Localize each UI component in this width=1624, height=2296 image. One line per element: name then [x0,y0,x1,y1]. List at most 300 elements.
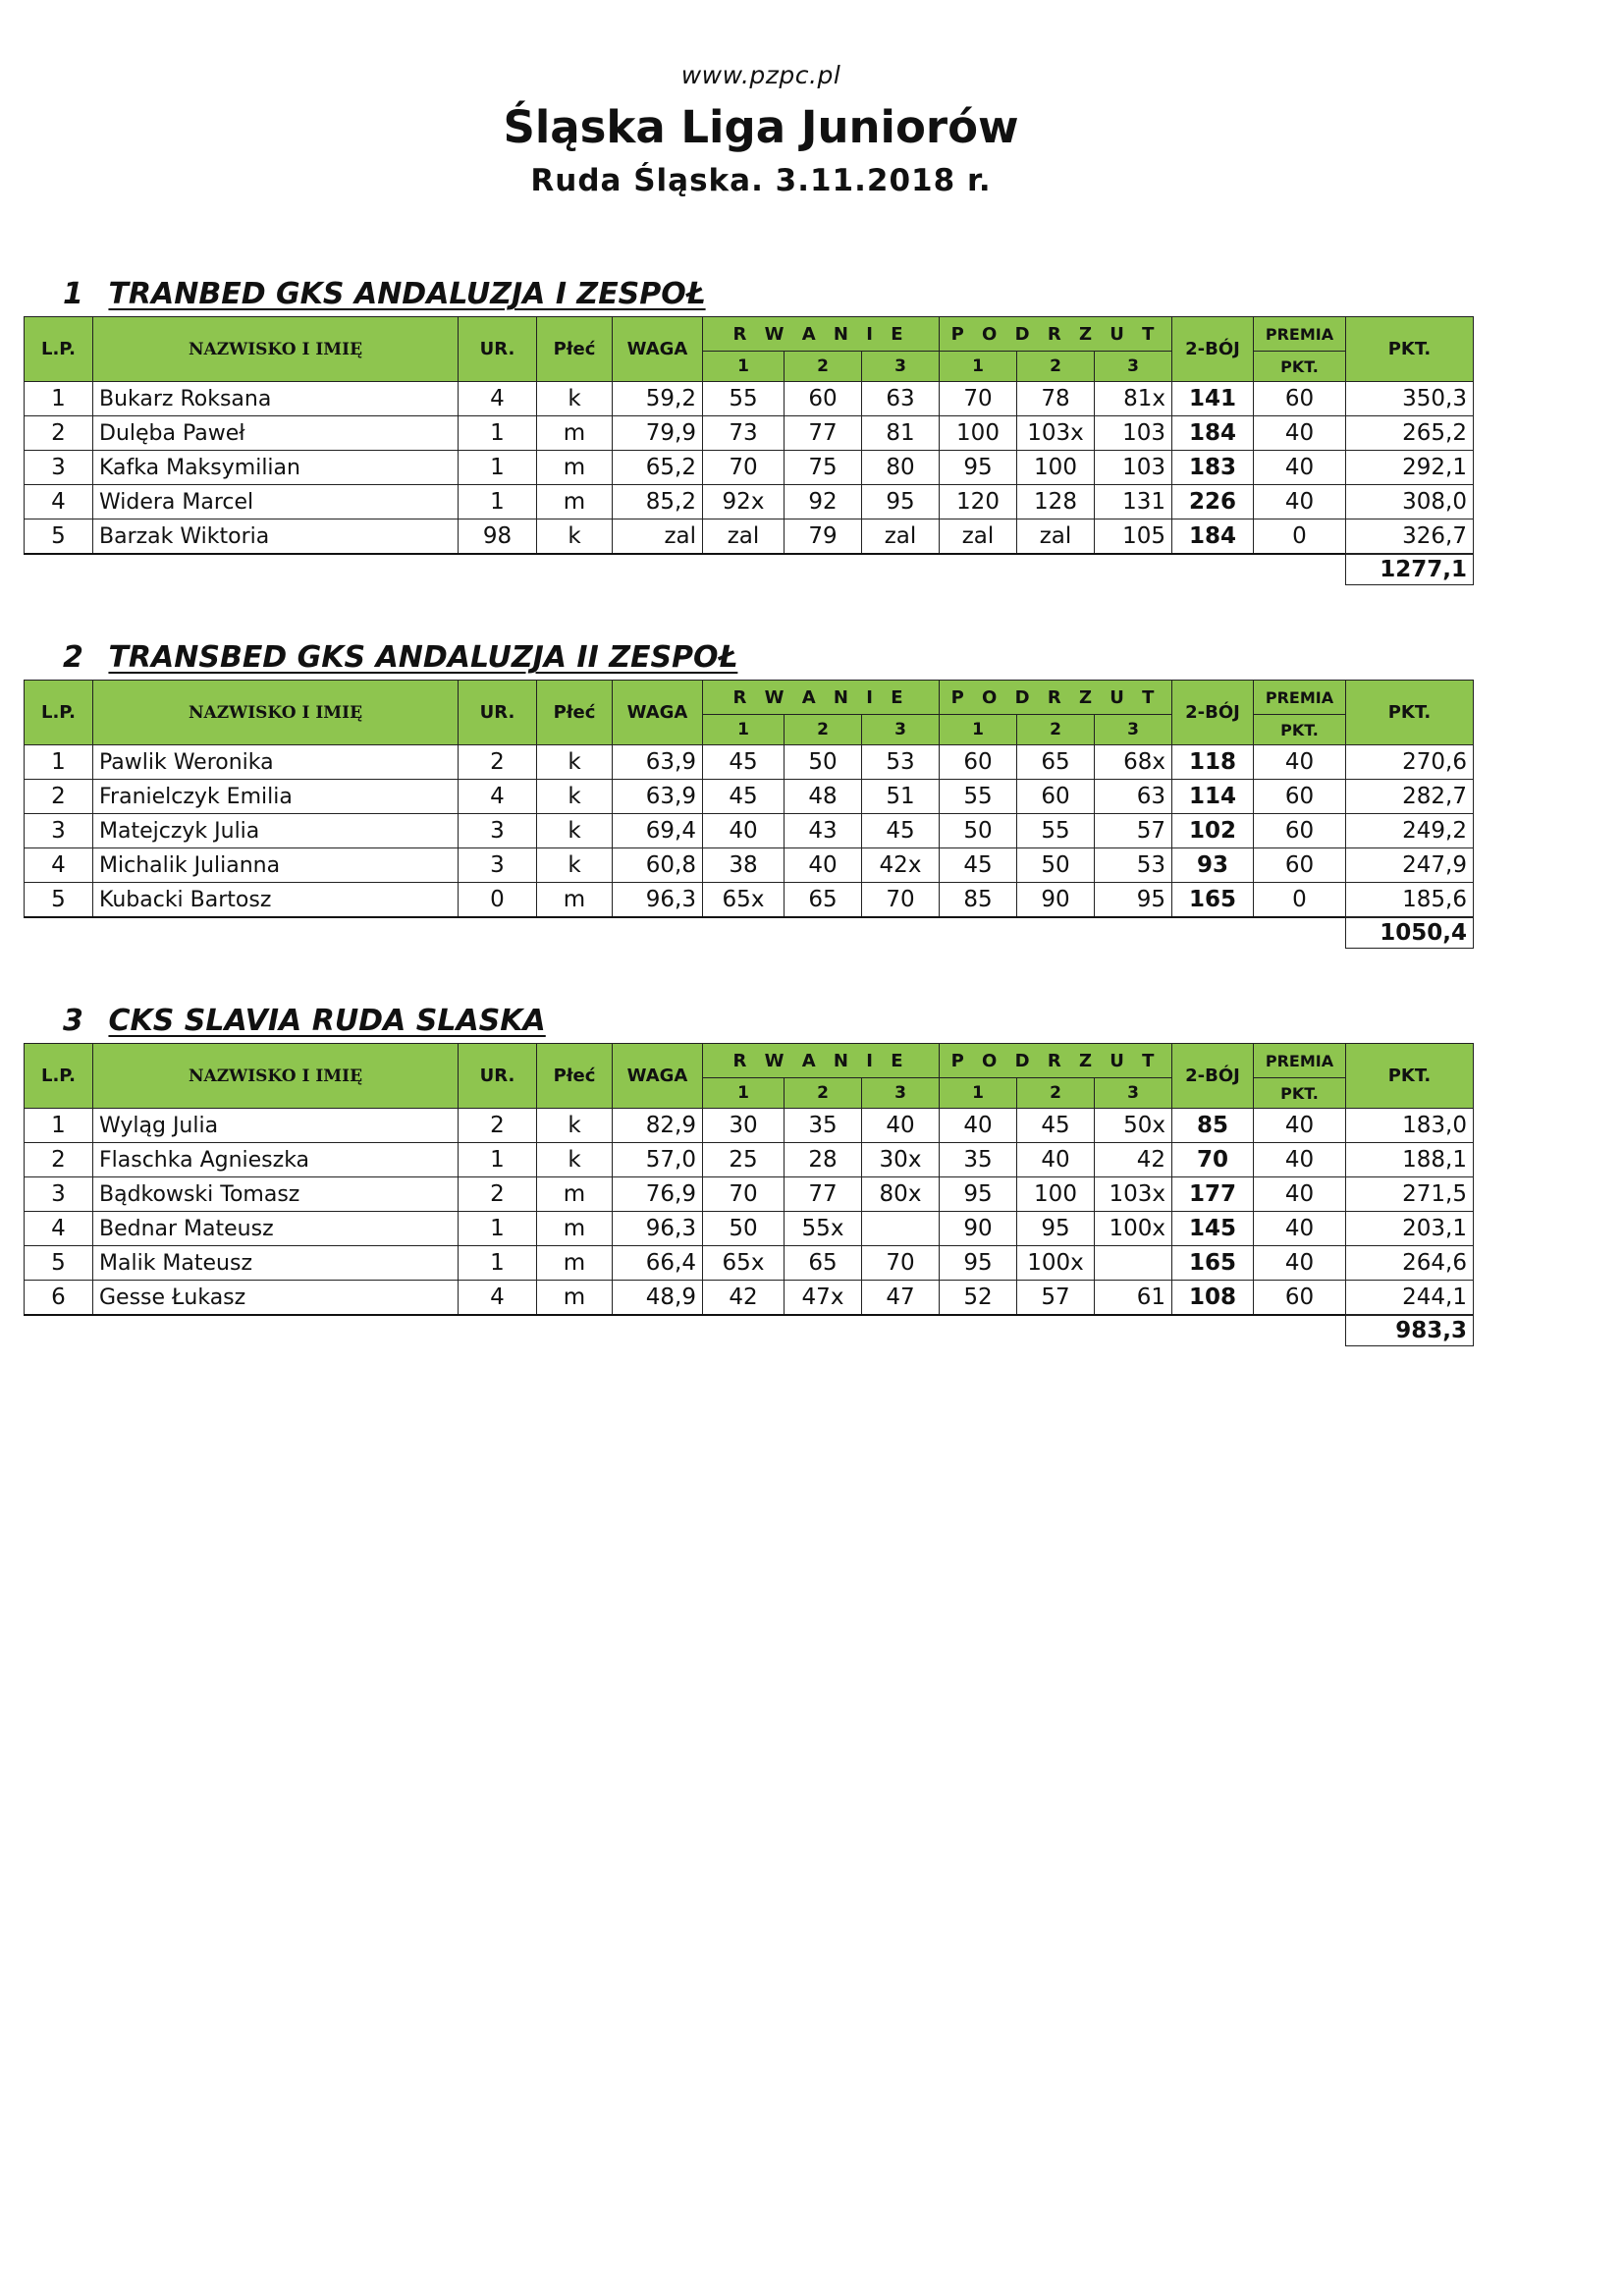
table-row [25,1143,1474,1177]
col-rwanie-3: 3 [862,715,940,745]
cell-p3: 61 [1095,1281,1172,1316]
cell-p1: 35 [940,1143,1017,1177]
cell-r1: 92x [703,485,785,519]
empty-cell [1254,1315,1346,1346]
col-premia-pkt: PKT. [1254,352,1346,382]
cell-boj: 102 [1172,814,1254,848]
cell-lp: 2 [25,1143,93,1177]
cell-p2: 65 [1017,745,1095,780]
cell-r2: 35 [785,1109,862,1143]
cell-p3: 50x [1095,1109,1172,1143]
cell-ur: 4 [459,780,537,814]
cell-lp: 3 [25,814,93,848]
cell-p2: 55 [1017,814,1095,848]
cell-p3: 42 [1095,1143,1172,1177]
cell-r3: 53 [862,745,940,780]
empty-cell [537,554,613,585]
team-number: 2 [63,640,83,675]
cell-p1: 95 [940,1246,1017,1281]
cell-name: Bukarz Roksana [93,382,459,416]
cell-waga: 57,0 [613,1143,703,1177]
cell-premia: 60 [1254,780,1346,814]
empty-cell [1172,1315,1254,1346]
cell-r3: 70 [862,883,940,918]
team-number: 3 [63,1004,83,1038]
cell-ur: 2 [459,1177,537,1212]
cell-r3: 45 [862,814,940,848]
cell-plec: k [537,1143,613,1177]
cell-plec: m [537,1177,613,1212]
cell-boj: 165 [1172,883,1254,918]
cell-p3 [1095,1246,1172,1281]
empty-cell [1254,554,1346,585]
cell-plec: m [537,1246,613,1281]
empty-cell [613,554,703,585]
cell-p1: 55 [940,780,1017,814]
cell-waga: 69,4 [613,814,703,848]
col-ur: UR. [459,317,537,382]
cell-p2: 40 [1017,1143,1095,1177]
col-rwanie: R W A N I E [703,1044,940,1078]
cell-lp: 3 [25,1177,93,1212]
cell-p3: 103x [1095,1177,1172,1212]
cell-ur: 1 [459,451,537,485]
cell-premia: 40 [1254,485,1346,519]
cell-pkt: 203,1 [1346,1212,1474,1246]
cell-waga: 96,3 [613,1212,703,1246]
cell-p2: 57 [1017,1281,1095,1316]
cell-boj: 70 [1172,1143,1254,1177]
cell-p2: 100 [1017,451,1095,485]
cell-waga: 76,9 [613,1177,703,1212]
cell-name: Widera Marcel [93,485,459,519]
cell-premia: 40 [1254,1246,1346,1281]
cell-p1: 120 [940,485,1017,519]
table-row [25,1212,1474,1246]
col-podrzut-3: 3 [1095,1078,1172,1109]
cell-waga: 48,9 [613,1281,703,1316]
cell-r3: 42x [862,848,940,883]
empty-cell [703,917,785,949]
col-rwanie: R W A N I E [703,317,940,352]
col-rwanie-1: 1 [703,352,785,382]
team-heading [24,273,1473,316]
table-row [25,451,1474,485]
cell-r2: 43 [785,814,862,848]
cell-r2: 75 [785,451,862,485]
cell-boj: 165 [1172,1246,1254,1281]
col-lp: L.P. [25,681,93,745]
col-podrzut-1: 1 [940,1078,1017,1109]
table-row [25,1109,1474,1143]
empty-cell [1017,917,1095,949]
cell-p1: 70 [940,382,1017,416]
team-section-2 [24,636,1473,949]
col-name: NAZWISKO I IMIĘ [93,681,459,745]
empty-cell [1172,917,1254,949]
col-rwanie-2: 2 [785,715,862,745]
cell-pkt: 249,2 [1346,814,1474,848]
cell-waga: 65,2 [613,451,703,485]
empty-cell [613,1315,703,1346]
cell-pkt: 271,5 [1346,1177,1474,1212]
cell-waga: 79,9 [613,416,703,451]
table-row [25,519,1474,555]
cell-premia: 0 [1254,519,1346,555]
total-row [25,1315,1474,1346]
cell-r2: 28 [785,1143,862,1177]
empty-cell [93,1315,459,1346]
cell-name: Kafka Maksymilian [93,451,459,485]
empty-cell [940,917,1017,949]
cell-p2: zal [1017,519,1095,555]
team-number: 1 [63,277,83,311]
cell-p1: 85 [940,883,1017,918]
empty-cell [862,554,940,585]
cell-pkt: 308,0 [1346,485,1474,519]
cell-p3: 103 [1095,416,1172,451]
empty-cell [1017,554,1095,585]
table-row [25,848,1474,883]
col-waga: WAGA [613,317,703,382]
empty-cell [703,1315,785,1346]
cell-ur: 1 [459,1143,537,1177]
cell-r2: 47x [785,1281,862,1316]
cell-lp: 5 [25,883,93,918]
col-podrzut: P O D R Z U T [940,317,1172,352]
cell-lp: 4 [25,485,93,519]
cell-r1: 30 [703,1109,785,1143]
col-lp: L.P. [25,317,93,382]
col-rwanie-3: 3 [862,352,940,382]
cell-waga: 85,2 [613,485,703,519]
cell-p1: zal [940,519,1017,555]
cell-pkt: 326,7 [1346,519,1474,555]
empty-cell [703,554,785,585]
team-section-3 [24,1000,1473,1346]
cell-r2: 92 [785,485,862,519]
cell-premia: 40 [1254,1212,1346,1246]
cell-r3: 63 [862,382,940,416]
cell-ur: 1 [459,416,537,451]
cell-premia: 40 [1254,1177,1346,1212]
empty-cell [785,554,862,585]
cell-waga: zal [613,519,703,555]
cell-plec: m [537,485,613,519]
cell-p3: 131 [1095,485,1172,519]
cell-p2: 100 [1017,1177,1095,1212]
results-table [24,316,1474,585]
cell-plec: k [537,519,613,555]
cell-name: Matejczyk Julia [93,814,459,848]
cell-boj: 177 [1172,1177,1254,1212]
cell-pkt: 185,6 [1346,883,1474,918]
cell-name: Pawlik Weronika [93,745,459,780]
cell-p3: 100x [1095,1212,1172,1246]
cell-r3: 70 [862,1246,940,1281]
cell-r1: 70 [703,1177,785,1212]
table-row [25,485,1474,519]
cell-r1: 40 [703,814,785,848]
col-premia: PREMIA [1254,1044,1346,1078]
cell-ur: 3 [459,814,537,848]
cell-p2: 60 [1017,780,1095,814]
cell-name: Bednar Mateusz [93,1212,459,1246]
cell-lp: 5 [25,519,93,555]
empty-cell [1017,1315,1095,1346]
empty-cell [25,1315,93,1346]
cell-p3: 68x [1095,745,1172,780]
cell-name: Malik Mateusz [93,1246,459,1281]
empty-cell [537,917,613,949]
cell-boj: 226 [1172,485,1254,519]
cell-name: Barzak Wiktoria [93,519,459,555]
cell-p3: 81x [1095,382,1172,416]
cell-premia: 40 [1254,745,1346,780]
results-table [24,1043,1474,1346]
empty-cell [862,1315,940,1346]
empty-cell [940,1315,1017,1346]
col-rwanie-2: 2 [785,1078,862,1109]
empty-cell [25,554,93,585]
cell-r3: 80x [862,1177,940,1212]
cell-waga: 63,9 [613,745,703,780]
cell-ur: 2 [459,745,537,780]
cell-r1: 65x [703,883,785,918]
cell-boj: 183 [1172,451,1254,485]
cell-ur: 3 [459,848,537,883]
cell-plec: m [537,1281,613,1316]
cell-p1: 95 [940,451,1017,485]
cell-plec: k [537,814,613,848]
cell-r3 [862,1212,940,1246]
cell-lp: 3 [25,451,93,485]
empty-cell [785,917,862,949]
cell-lp: 1 [25,1109,93,1143]
cell-name: Bądkowski Tomasz [93,1177,459,1212]
col-podrzut-1: 1 [940,715,1017,745]
cell-p2: 100x [1017,1246,1095,1281]
cell-plec: k [537,780,613,814]
cell-p1: 60 [940,745,1017,780]
col-ur: UR. [459,1044,537,1109]
col-plec: Płeć [537,317,613,382]
cell-pkt: 350,3 [1346,382,1474,416]
empty-cell [1095,554,1172,585]
empty-cell [93,917,459,949]
cell-r1: 70 [703,451,785,485]
cell-boj: 108 [1172,1281,1254,1316]
cell-plec: m [537,883,613,918]
cell-p1: 52 [940,1281,1017,1316]
cell-r3: 80 [862,451,940,485]
cell-p2: 95 [1017,1212,1095,1246]
cell-p2: 78 [1017,382,1095,416]
col-rwanie: R W A N I E [703,681,940,715]
team-section-1 [24,273,1473,585]
empty-cell [862,917,940,949]
cell-ur: 4 [459,382,537,416]
table-row [25,1246,1474,1281]
col-rwanie-1: 1 [703,715,785,745]
cell-pkt: 265,2 [1346,416,1474,451]
cell-premia: 60 [1254,1281,1346,1316]
col-podrzut: P O D R Z U T [940,681,1172,715]
cell-boj: 184 [1172,416,1254,451]
cell-premia: 40 [1254,416,1346,451]
cell-name: Dulęba Paweł [93,416,459,451]
cell-name: Franielczyk Emilia [93,780,459,814]
cell-ur: 2 [459,1109,537,1143]
team-total: 1050,4 [1346,917,1474,949]
table-row [25,1177,1474,1212]
cell-boj: 93 [1172,848,1254,883]
col-2boj: 2-BÓJ [1172,681,1254,745]
cell-premia: 40 [1254,1143,1346,1177]
cell-lp: 1 [25,382,93,416]
col-lp: L.P. [25,1044,93,1109]
col-premia-pkt: PKT. [1254,1078,1346,1109]
team-total: 983,3 [1346,1315,1474,1346]
cell-p1: 100 [940,416,1017,451]
cell-r2: 60 [785,382,862,416]
cell-r1: 38 [703,848,785,883]
table-row [25,745,1474,780]
cell-pkt: 247,9 [1346,848,1474,883]
col-plec: Płeć [537,681,613,745]
cell-r3: 40 [862,1109,940,1143]
col-ur: UR. [459,681,537,745]
cell-p1: 50 [940,814,1017,848]
col-waga: WAGA [613,1044,703,1109]
col-podrzut-1: 1 [940,352,1017,382]
cell-name: Wyląg Julia [93,1109,459,1143]
cell-boj: 184 [1172,519,1254,555]
empty-cell [25,917,93,949]
cell-p3: 103 [1095,451,1172,485]
col-2boj: 2-BÓJ [1172,1044,1254,1109]
empty-cell [785,1315,862,1346]
empty-cell [1172,554,1254,585]
cell-premia: 40 [1254,1109,1346,1143]
cell-pkt: 264,6 [1346,1246,1474,1281]
empty-cell [459,554,537,585]
cell-p3: 53 [1095,848,1172,883]
col-pkt: PKT. [1346,317,1474,382]
empty-cell [537,1315,613,1346]
results-table [24,680,1474,949]
cell-plec: k [537,382,613,416]
col-rwanie-2: 2 [785,352,862,382]
cell-r1: 45 [703,745,785,780]
col-premia: PREMIA [1254,681,1346,715]
col-podrzut: P O D R Z U T [940,1044,1172,1078]
cell-premia: 0 [1254,883,1346,918]
cell-p2: 128 [1017,485,1095,519]
cell-r2: 79 [785,519,862,555]
cell-boj: 114 [1172,780,1254,814]
col-2boj: 2-BÓJ [1172,317,1254,382]
team-name: TRANSBED GKS ANDALUZJA II ZESPOŁ [108,640,738,675]
cell-name: Gesse Łukasz [93,1281,459,1316]
col-waga: WAGA [613,681,703,745]
cell-r3: 81 [862,416,940,451]
table-row [25,883,1474,918]
cell-r1: 55 [703,382,785,416]
cell-plec: k [537,848,613,883]
cell-r3: 95 [862,485,940,519]
cell-lp: 1 [25,745,93,780]
empty-cell [459,1315,537,1346]
team-total: 1277,1 [1346,554,1474,585]
cell-p2: 45 [1017,1109,1095,1143]
cell-r2: 77 [785,1177,862,1212]
cell-lp: 4 [25,848,93,883]
cell-p3: 105 [1095,519,1172,555]
table-row [25,382,1474,416]
site-url: www.pzpc.pl [680,61,841,89]
col-name: NAZWISKO I IMIĘ [93,317,459,382]
team-heading [24,1000,1473,1043]
cell-lp: 2 [25,416,93,451]
cell-pkt: 282,7 [1346,780,1474,814]
cell-r2: 55x [785,1212,862,1246]
cell-plec: k [537,745,613,780]
col-name: NAZWISKO I IMIĘ [93,1044,459,1109]
col-rwanie-1: 1 [703,1078,785,1109]
cell-r1: 25 [703,1143,785,1177]
col-podrzut-2: 2 [1017,715,1095,745]
cell-p3: 57 [1095,814,1172,848]
col-premia: PREMIA [1254,317,1346,352]
cell-pkt: 183,0 [1346,1109,1474,1143]
col-pkt: PKT. [1346,681,1474,745]
cell-r1: 42 [703,1281,785,1316]
cell-waga: 60,8 [613,848,703,883]
cell-p1: 95 [940,1177,1017,1212]
cell-plec: m [537,1212,613,1246]
empty-cell [93,554,459,585]
total-row [25,554,1474,585]
table-row [25,814,1474,848]
cell-r1: 50 [703,1212,785,1246]
table-row [25,1281,1474,1316]
page-title: Śląska Liga Juniorów [503,101,1019,153]
cell-r1: 73 [703,416,785,451]
cell-p3: 63 [1095,780,1172,814]
cell-pkt: 292,1 [1346,451,1474,485]
cell-boj: 85 [1172,1109,1254,1143]
table-row [25,416,1474,451]
col-rwanie-3: 3 [862,1078,940,1109]
cell-lp: 2 [25,780,93,814]
cell-r2: 50 [785,745,862,780]
cell-r1: 45 [703,780,785,814]
team-heading [24,636,1473,680]
cell-r2: 40 [785,848,862,883]
cell-waga: 82,9 [613,1109,703,1143]
empty-cell [1254,917,1346,949]
cell-plec: m [537,451,613,485]
team-name: CKS SLAVIA RUDA SLASKA [108,1004,546,1038]
cell-name: Michalik Julianna [93,848,459,883]
cell-pkt: 188,1 [1346,1143,1474,1177]
cell-r2: 65 [785,883,862,918]
cell-plec: m [537,416,613,451]
cell-r2: 65 [785,1246,862,1281]
col-premia-pkt: PKT. [1254,715,1346,745]
empty-cell [459,917,537,949]
